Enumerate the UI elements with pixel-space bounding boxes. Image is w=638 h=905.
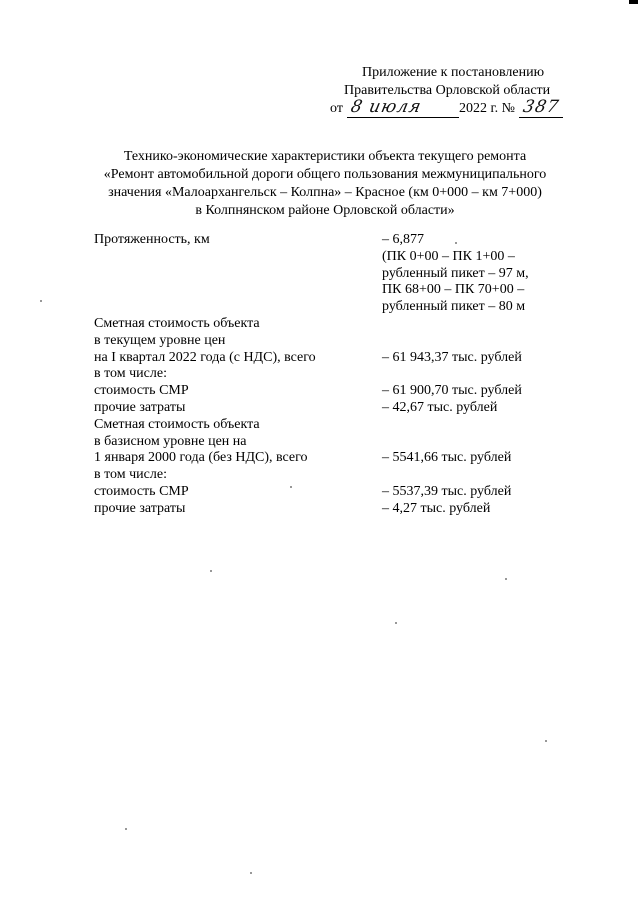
scan-speck <box>545 740 547 742</box>
handwritten-number: 387 <box>521 97 561 117</box>
row-value: – 61 943,37 тыс. рублей <box>382 349 522 365</box>
characteristic-row <box>94 350 564 367</box>
characteristic-row <box>94 383 564 400</box>
row-value: рубленный пикет – 97 м, <box>382 265 529 281</box>
scan-speck <box>210 570 212 572</box>
characteristic-row <box>94 366 564 383</box>
row-label: на I квартал 2022 года (с НДС), всего <box>94 349 316 365</box>
row-value: – 4,27 тыс. рублей <box>382 500 491 516</box>
scan-speck <box>455 242 457 244</box>
characteristic-row <box>94 316 564 333</box>
scan-speck <box>40 300 42 302</box>
appendix-line-2: Правительства Орловской области <box>344 83 551 98</box>
row-label: Протяженность, км <box>94 232 210 247</box>
date-blank <box>347 97 459 118</box>
characteristic-row <box>94 266 564 283</box>
row-value: – 5537,39 тыс. рублей <box>382 483 512 499</box>
title-line: значения «Малоархангельск – Колпна» – Красное (км 0+000 – км 7+000) <box>108 185 542 200</box>
handwritten-date: 8 июля <box>348 97 424 117</box>
row-value: ПК 68+00 – ПК 70+00 – <box>382 282 525 298</box>
row-value: рубленный пикет – 80 м <box>382 299 526 315</box>
characteristic-row <box>94 249 564 266</box>
scan-corner-mark <box>629 0 638 4</box>
appendix-line-1: Приложение к постановлению <box>362 65 545 80</box>
title-line: в Колпнянском районе Орловской области» <box>195 203 455 218</box>
characteristic-row <box>94 400 564 417</box>
characteristic-row <box>94 333 564 350</box>
scan-speck <box>250 872 252 874</box>
document-title <box>90 148 560 220</box>
row-value: – 6,877 <box>382 232 424 247</box>
row-label: Сметная стоимость объекта <box>94 416 260 432</box>
scan-speck <box>125 828 127 830</box>
scan-speck <box>395 622 397 624</box>
characteristic-row <box>94 467 564 484</box>
appendix-date-line <box>330 97 590 118</box>
row-label: в том числе: <box>94 467 167 483</box>
row-label: Сметная стоимость объекта <box>94 315 260 331</box>
row-value: – 61 900,70 тыс. рублей <box>382 383 522 399</box>
row-label: стоимость СМР <box>94 383 189 399</box>
characteristic-row <box>94 282 564 299</box>
title-line: Технико-экономические характеристики объекта текущего ремонта <box>123 149 527 164</box>
row-value: – 42,67 тыс. рублей <box>382 399 498 415</box>
row-label: в том числе: <box>94 366 167 382</box>
scan-speck <box>505 578 507 580</box>
row-label: в базисном уровне цен на <box>94 433 247 449</box>
row-label: в текущем уровне цен <box>94 332 226 348</box>
scan-speck <box>290 486 292 488</box>
row-value: (ПК 0+00 – ПК 1+00 – <box>382 248 515 264</box>
row-value: – 5541,66 тыс. рублей <box>382 450 512 466</box>
characteristic-row <box>94 417 564 434</box>
title-line: «Ремонт автомобильной дороги общего пользования межмуниципального <box>103 167 547 182</box>
row-label: прочие затраты <box>94 500 186 516</box>
date-prefix: от <box>330 101 343 116</box>
characteristic-row <box>94 450 564 467</box>
characteristic-row <box>94 501 564 518</box>
characteristic-row <box>94 434 564 451</box>
characteristic-row <box>94 232 564 249</box>
characteristic-row <box>94 484 564 501</box>
characteristics-list <box>94 232 564 518</box>
year-number-label: 2022 г. № <box>458 101 515 116</box>
row-label: стоимость СМР <box>94 483 189 499</box>
row-label: прочие затраты <box>94 399 186 415</box>
appendix-header <box>330 64 590 118</box>
characteristic-row <box>94 299 564 316</box>
row-label: 1 января 2000 года (без НДС), всего <box>94 450 308 466</box>
number-blank <box>519 97 563 118</box>
